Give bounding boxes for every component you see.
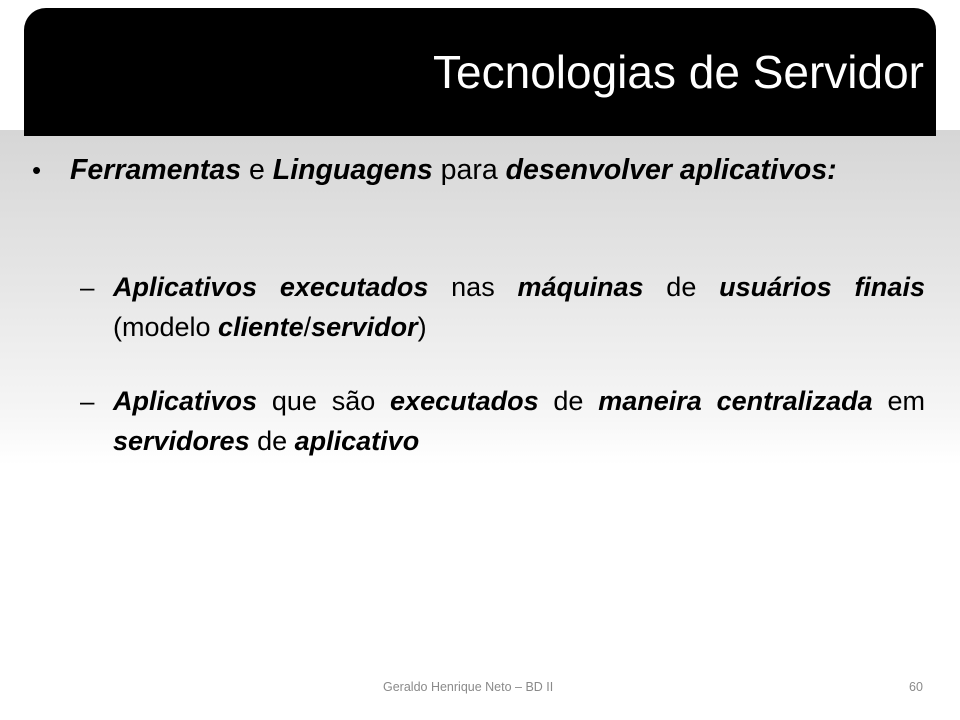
slide-title: Tecnologias de Servidor (433, 46, 924, 98)
sub-bullet-marker: – (80, 272, 95, 302)
text-segment: servidores (113, 426, 250, 456)
text-segment: Aplicativos (113, 386, 258, 416)
text-segment: Linguagens (272, 154, 433, 186)
sub-bullet-centralized (113, 381, 925, 461)
text-segment: aplicativo (294, 426, 420, 456)
text-segment: servidor (311, 312, 418, 342)
bullet-marker: • (32, 155, 42, 185)
text-segment: nas (428, 272, 518, 302)
sub-bullet-marker: – (80, 386, 95, 416)
text-segment: executados (390, 386, 539, 416)
text-segment: Ferramentas (70, 154, 242, 186)
text-segment: de (249, 426, 295, 456)
text-segment: maneira centralizada (598, 386, 873, 416)
text-segment: / (303, 312, 312, 342)
text-segment: desenvolver aplicativos: (505, 154, 837, 186)
text-segment: Aplicativos executados (113, 272, 429, 302)
text-segment: ) (417, 312, 427, 342)
text-segment: usuários finais (719, 272, 925, 302)
text-segment: em (872, 386, 925, 416)
text-segment: de (643, 272, 720, 302)
text-segment: de (538, 386, 599, 416)
sub-bullet-client-server (113, 267, 925, 347)
page-number: 60 (909, 680, 923, 694)
text-segment: para (432, 154, 506, 186)
footer-author: Geraldo Henrique Neto – BD II (383, 680, 554, 694)
text-segment: máquinas (517, 272, 644, 302)
text-segment: e (241, 154, 273, 186)
bullet-item-tools (70, 150, 925, 190)
text-segment: que são (257, 386, 391, 416)
text-segment: (modelo (113, 312, 219, 342)
text-segment: cliente (218, 312, 304, 342)
